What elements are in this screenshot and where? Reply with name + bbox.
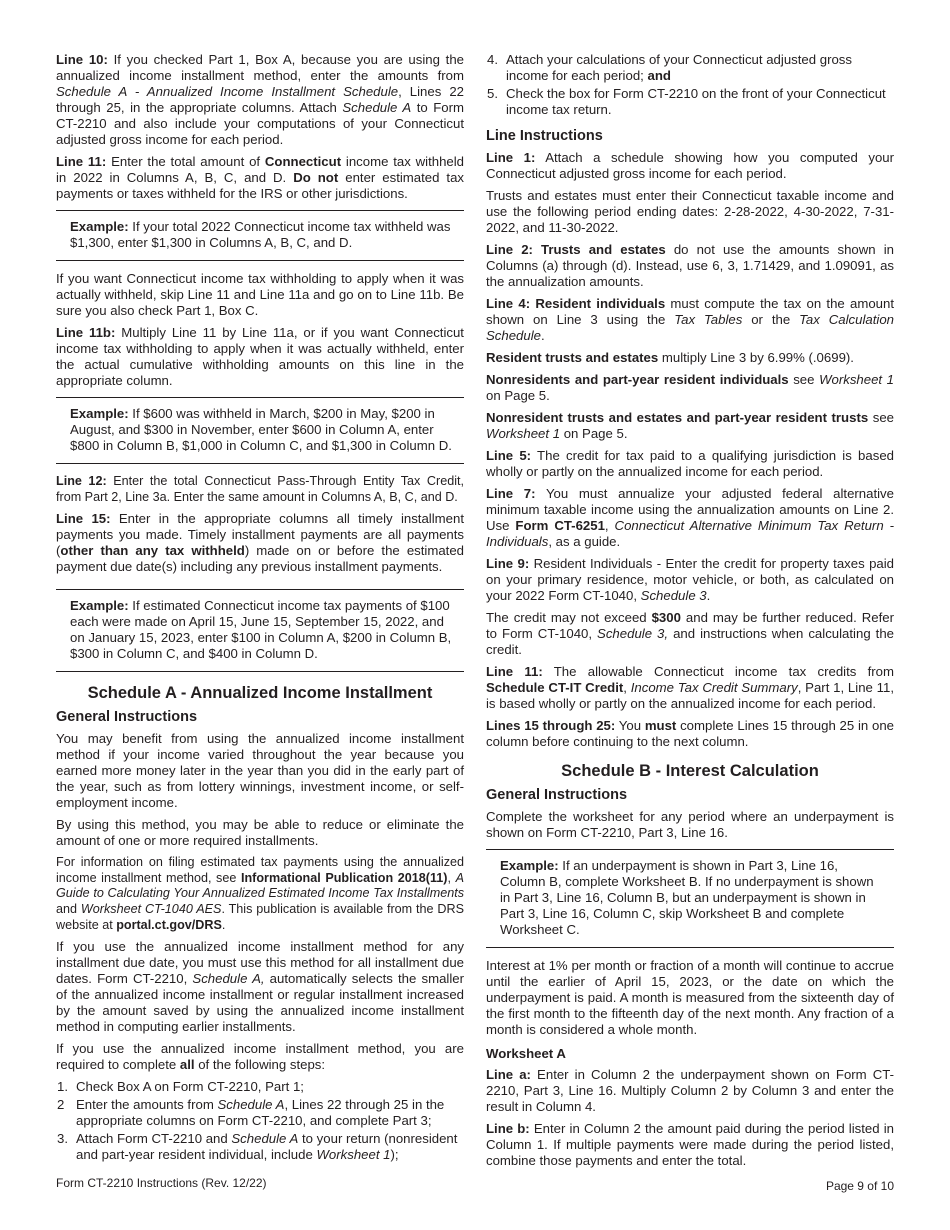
nonresidents-paragraph: Nonresidents and part-year resident individuals see Worksheet 1 on Page 5.	[486, 372, 894, 403]
line12-paragraph: Line 12: Enter the total Connecticut Pass-Through Entity Tax Credit, from Part 2, Line 3a. Enter the same amount in Columns A, B, C, and D.	[56, 474, 464, 504]
steps-intro: If you use the annualized income installment method, you are required to complete all of the following steps:	[56, 1041, 464, 1073]
credit-paragraph: The credit may not exceed $300 and may be further reduced. Refer to Form CT-1040, Schedule 3, and instructions when calculating the credit.	[486, 610, 895, 657]
nonresident-trusts-paragraph: Nonresident trusts and estates and part-year resident trusts see Worksheet 1 on Page 5.	[486, 410, 894, 441]
example-box: Example: If your total 2022 Connecticut income tax withheld was $1,300, enter $1,300 in Columns A, B, C, and D.	[56, 210, 464, 261]
list-item: 3. Attach Form CT-2210 and Schedule A to your return (nonresident and part-year resident individual, include Worksheet 1);	[57, 1131, 458, 1163]
resident-trusts-paragraph: Resident trusts and estates multiply Line 3 by 6.99% (.0699).	[486, 350, 854, 365]
example-box: Example: If an underpayment is shown in Part 3, Line 16, Column B, complete Worksheet B. If no underpayment is shown in Part 3, Line 16, Column B, but an underpayment is shown in Part 3, Line 16, Column C, skip Worksheet B and complete Worksheet C.	[486, 849, 894, 948]
general-instructions-heading: General Instructions	[56, 709, 198, 726]
trusts-paragraph: Trusts and estates must enter their Connecticut taxable income and use the following period ending dates: 2-28-2022, 4-30-2022, 7-31-2022, and 11-30-2022.	[486, 188, 894, 235]
line-instructions-heading: Line Instructions	[486, 128, 603, 144]
line7-paragraph: Line 7: You must annualize your adjusted federal alternative minimum taxable income using the annualization amounts on Line 2. Use Form CT-6251, Connecticut Alternative Minimum Tax Return - Individuals, as a guide.	[486, 486, 894, 549]
list-item: 4. Attach your calculations of your Connecticut adjusted gross income for each period; and	[487, 52, 852, 83]
schedule-a-title: Schedule A - Annualized Income Installment	[87, 684, 433, 703]
list-item: 5. Check the box for Form CT-2210 on the front of your Connecticut income tax return.	[487, 86, 886, 117]
list-item: 2 Enter the amounts from Schedule A, Lines 22 through 25 in the appropriate columns on Form CT-2210, and complete Part 3;	[57, 1097, 445, 1129]
line9-paragraph: Line 9: Resident Individuals - Enter the credit for property taxes paid on your primary residence, motor vehicle, or both, as calculated on your 2022 Form CT-1040, Schedule 3.	[486, 556, 895, 603]
line5-paragraph: Line 5: The credit for tax paid to a qualifying jurisdiction is based wholly or partly on the annualized income for each period.	[486, 448, 894, 479]
footer-page-number: Page 9 of 10	[825, 1179, 894, 1193]
line15-paragraph: Line 15: Enter in the appropriate columns all timely installment payments you made. Timely installment payments are all payments (other than any tax withheld) made on or before the estimated payment due date(s) including any previous installment payments.	[56, 511, 464, 575]
line11-paragraph: Line 11: The allowable Connecticut income tax credits from Schedule CT-IT Credit, Income Tax Credit Summary, Part 1, Line 11, is based wholly or partly on the annualized income for each period.	[486, 664, 895, 711]
withholding-paragraph: If you want Connecticut income tax withholding to apply when it was actually withheld, skip Line 11 and Line 11a and go on to Line 11b. Be sure you also check Part 1, Box C.	[56, 271, 464, 318]
benefit-paragraph: You may benefit from using the annualized income installment method if your income varied throughout the year because you earned more money later in the year than you did in the early part of the year, such as from lottery winnings, investment income, or self-employment income.	[56, 731, 464, 811]
example-box: Example: If estimated Connecticut income tax payments of $100 each were made on April 15, June 15, September 15, 2022, and on January 15, 2023, enter $100 in Column A, $200 in Column B, $300 in Column C, and $400 in Column D.	[56, 589, 464, 672]
use-paragraph: If you use the annualized income installment method for any installment due date, you must use this method for all installment due dates. Form CT-2210, Schedule A, automatically selects the smaller of the annualized income installment or regular installment increased by the amount saved by using the annualized income installment method in computing earlier installments.	[56, 939, 464, 1035]
line10-paragraph: Line 10: If you checked Part 1, Box A, because you are using the annualized income installment method, enter the amounts from Schedule A - Annualized Income Installment Schedule, Lines 22 through 25, in the appropriate columns. Attach Schedule A to Form CT-2210 and also include your computations of your Connecticut adjusted gross income for each period.	[56, 52, 465, 147]
lines15-25-paragraph: Lines 15 through 25: You must complete Lines 15 through 25 in one column before continuing to the next column.	[486, 718, 895, 749]
steps-list-continued	[486, 52, 894, 118]
example-box: Example: If $600 was withheld in March, $200 in May, $200 in August, and $300 in November, enter $600 in Column A, enter $800 in Column B, $1,000 in Column C, and $1,300 in Column D.	[56, 397, 464, 464]
worksheet-paragraph: Complete the worksheet for any period where an underpayment is shown on Form CT-2210, Part 3, Line 16.	[486, 809, 894, 840]
footer-form-name: Form CT-2210 Instructions (Rev. 12/22)	[56, 1176, 267, 1190]
reduce-paragraph: By using this method, you may be able to reduce or eliminate the amount of one or more required installments.	[56, 817, 464, 849]
line-b-paragraph: Line b: Enter in Column 2 the amount paid during the period listed in Column 1. If multiple payments were made during the period listed, combine those payments and enter the total.	[486, 1121, 894, 1168]
general-instructions-heading: General Instructions	[486, 787, 628, 803]
steps-list	[56, 1079, 464, 1163]
list-item: 1. Check Box A on Form CT-2210, Part 1;	[57, 1079, 304, 1095]
line11-paragraph: Line 11: Enter the total amount of Connecticut income tax withheld in 2022 in Columns A, B, C, and D. Do not enter estimated tax payments or taxes withheld for the IRS or other jurisdictions.	[56, 154, 465, 201]
right-column	[486, 52, 894, 1175]
info-paragraph: For information on filing estimated tax payments using the annualized income installment method, see Informational Publication 2018(11), A Guide to Calculating Your Annualized Estimated Income Tax Installments and Worksheet CT-1040 AES. This publication is available from the DRS website at portal.ct.gov/DRS.	[56, 855, 465, 932]
worksheet-a-heading: Worksheet A	[486, 1046, 566, 1061]
interest-paragraph: Interest at 1% per month or fraction of a month will continue to accrue until the earlier of April 15, 2023, or the date on which the underpayment is paid. A month is measured from the sixteenth day of the first month to the fifteenth day of the next month. Any fraction of a month is considered a whole month.	[486, 958, 894, 1037]
line4-paragraph: Line 4: Resident individuals must compute the tax on the amount shown on Line 3 using the Tax Tables or the Tax Calculation Schedule.	[486, 296, 895, 343]
line2-paragraph: Line 2: Trusts and estates do not use the amounts shown in Columns (a) through (d). Instead, use 6, 3, 1.71429, and 1.09091, as the annualization amounts.	[486, 242, 894, 289]
left-column	[56, 52, 464, 1167]
line11b-paragraph: Line 11b: Multiply Line 11 by Line 11a, or if you want Connecticut income tax withholding to apply when it was actually withheld, enter the actual cumulative withholding amounts on this line in the appropriate column.	[56, 325, 464, 388]
line1-paragraph: Line 1: Attach a schedule showing how you computed your Connecticut adjusted gross income for each period.	[486, 150, 895, 181]
schedule-b-title: Schedule B - Interest Calculation	[561, 762, 819, 780]
line-a-paragraph: Line a: Enter in Column 2 the underpayment shown on Form CT-2210, Part 3, Line 16. Multiply Column 2 by Column 3 and enter the result in Column 4.	[486, 1067, 895, 1114]
